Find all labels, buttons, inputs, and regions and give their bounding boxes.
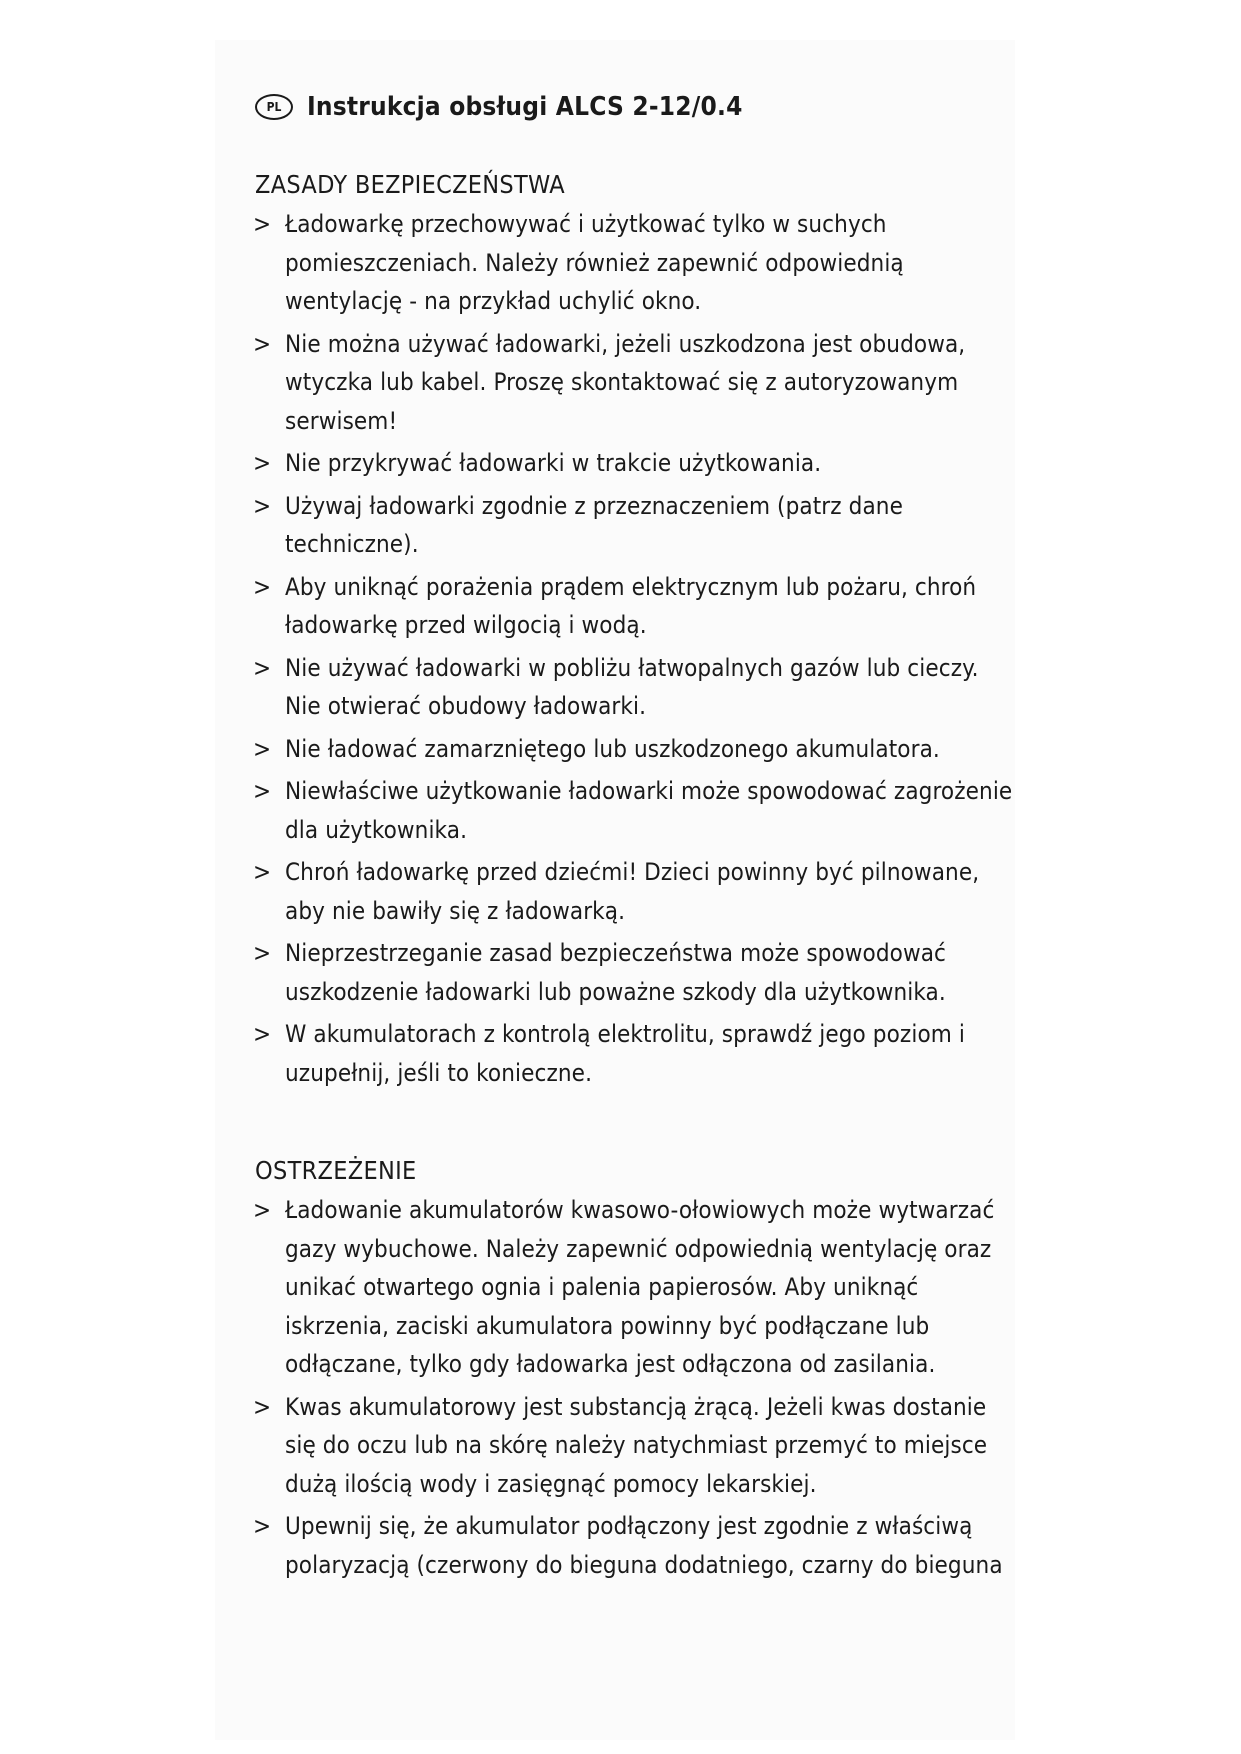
page-title: Instrukcja obsługi ALCS 2-12/0.4 bbox=[307, 92, 743, 122]
section-heading: ZASADY BEZPIECZEŃSTWA bbox=[255, 170, 565, 199]
list-item: > Kwas akumulatorowy jest substancją żrącą. Jeżeli kwas dostanie się do oczu lub na skórę należy natychmiast przemyć to miejsce dużą ilością wody i zasięgnąć pomocy lekarskiej. bbox=[255, 1388, 1015, 1504]
bullet-marker: > bbox=[253, 329, 272, 358]
bullet-marker: > bbox=[253, 734, 272, 763]
list-item: > Ładowanie akumulatorów kwasowo-ołowiowych może wytwarzać gazy wybuchowe. Należy zapewnić odpowiednią wentylację oraz unikać otwartego ognia i palenia papierosów. Aby uniknąć iskrzenia, zaciski akumulatora powinny być podłączane lub odłączane, tylko gdy ładowarka jest odłączona od zasilania. bbox=[255, 1191, 1015, 1384]
bullet-marker: > bbox=[253, 1512, 272, 1540]
bullet-marker: > bbox=[253, 858, 272, 886]
language-badge: PL bbox=[255, 94, 293, 120]
section-heading: OSTRZEŻENIE bbox=[255, 1156, 417, 1185]
bullet-marker: > bbox=[253, 1020, 272, 1048]
list-item: > Ładowarkę przechowywać i użytkować tylko w suchych pomieszczeniach. Należy również zapewnić odpowiednią wentylację - na przykład uchylić okno. bbox=[255, 205, 1015, 321]
warning-list bbox=[255, 1191, 1015, 1584]
section-safety bbox=[255, 170, 1015, 1092]
list-item: > Chroń ładowarkę przed dziećmi! Dzieci powinny być pilnowane, aby nie bawiły się z ładowarką. bbox=[255, 853, 1015, 930]
list-item: > Nieprzestrzeganie zasad bezpieczeństwa może spowodować uszkodzenie ładowarki lub poważne szkody dla użytkownika. bbox=[255, 934, 1015, 1011]
bullet-marker: > bbox=[253, 939, 272, 967]
bullet-marker: > bbox=[253, 1392, 272, 1421]
list-item: > Nie przykrywać ładowarki w trakcie użytkowania. bbox=[255, 444, 1015, 483]
list-item: > Niewłaściwe użytkowanie ładowarki może spowodować zagrożenie dla użytkownika. bbox=[255, 772, 1015, 849]
page-header bbox=[255, 86, 1015, 128]
manual-page bbox=[255, 86, 1015, 1586]
list-item: > Nie ładować zamarzniętego lub uszkodzonego akumulatora. bbox=[255, 730, 1015, 769]
bullet-marker: > bbox=[253, 1196, 272, 1224]
list-item: > Nie można używać ładowarki, jeżeli uszkodzona jest obudowa, wtyczka lub kabel. Proszę skontaktować się z autoryzowanym serwisem! bbox=[255, 325, 1015, 441]
bullet-marker: > bbox=[253, 653, 272, 682]
list-item: > Aby uniknąć porażenia prądem elektrycznym lub pożaru, chroń ładowarkę przed wilgocią i wodą. bbox=[255, 568, 1015, 645]
list-item: > W akumulatorach z kontrolą elektrolitu, sprawdź jego poziom i uzupełnij, jeśli to konieczne. bbox=[255, 1015, 1015, 1092]
bullet-marker: > bbox=[253, 449, 272, 477]
list-item: > Nie używać ładowarki w pobliżu łatwopalnych gazów lub cieczy. Nie otwierać obudowy ładowarki. bbox=[255, 649, 1015, 726]
bullet-marker: > bbox=[253, 572, 272, 601]
bullet-marker: > bbox=[253, 210, 272, 238]
bullet-marker: > bbox=[253, 777, 272, 805]
bullet-marker: > bbox=[253, 491, 272, 520]
list-item: > Upewnij się, że akumulator podłączony jest zgodnie z właściwą polaryzacją (czerwony do bieguna dodatniego, czarny do bieguna bbox=[255, 1507, 1015, 1584]
section-warning bbox=[255, 1156, 1015, 1584]
safety-list bbox=[255, 205, 1015, 1092]
list-item: > Używaj ładowarki zgodnie z przeznaczeniem (patrz dane techniczne). bbox=[255, 487, 1015, 564]
